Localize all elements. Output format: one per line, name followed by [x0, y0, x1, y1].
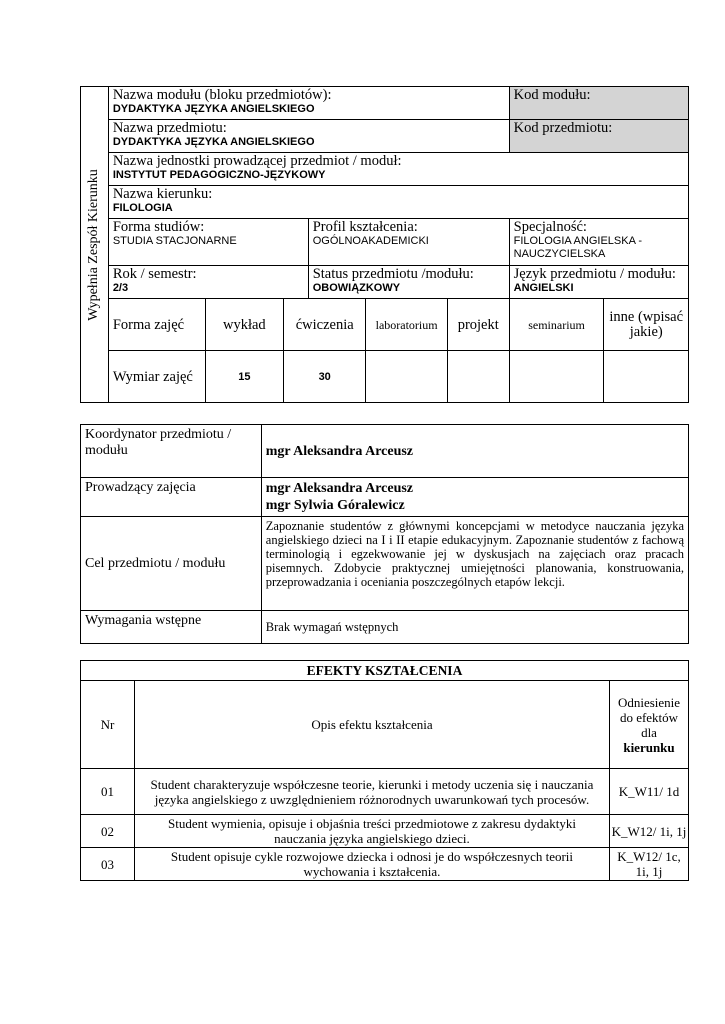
- status-cell: [308, 266, 509, 299]
- row-ref: K_W12/ 1c, 1i, 1j: [610, 848, 689, 881]
- profile-label: Profil kształcenia:: [312, 219, 418, 235]
- class-type-lecture: wykład: [205, 299, 283, 351]
- class-form-label: Forma zajęć: [112, 316, 185, 333]
- hours-other: [604, 351, 689, 403]
- row-desc: Student charakteryzuje współczesne teorie, kierunki i metody uczenia się i nauczania języka angielskiego z uwzględnieniem różnorodnych uwarunkowań tych procesów.: [134, 769, 609, 815]
- study-form-cell: [108, 219, 308, 266]
- table-row: [81, 769, 689, 815]
- module-name-label: Nazwa modułu (bloku przedmiotów):: [112, 87, 332, 103]
- module-code-label: Kod modułu:: [513, 87, 591, 103]
- row-nr: 03: [81, 848, 135, 881]
- row-desc: Student opisuje cykle rozwojowe dziecka i odnosi je do współczesnych teorii wychowania i kształcenia.: [134, 848, 609, 881]
- sidebar-cell: [81, 87, 109, 403]
- study-form-label: Forma studiów:: [112, 219, 205, 235]
- year-label: Rok / semestr:: [112, 266, 197, 282]
- field-label: Nazwa kierunku:: [112, 186, 213, 202]
- unit-cell: [108, 153, 688, 186]
- lecturers-cell: [261, 478, 688, 517]
- module-code-cell: [509, 87, 688, 120]
- year-value: 2/3: [112, 282, 129, 294]
- goal-value: Zapoznanie studentów z głównymi koncepcjami w metodyce nauczania języka angielskiego dzieci na I i II etapie edukacyjnym. Zapoznanie studentów z fachową terminologią i egzekwowanie jej w dyskusjach na zajęciach oraz pracach pisemnych. Zdobycie praktycznej umiejętności planowania, konstruowania, przeprowadzania i oceniania poszczególnych etapów lekcji.: [261, 517, 688, 611]
- hours-label: Wymiar zajęć: [112, 368, 193, 385]
- hours-seminar: [509, 351, 604, 403]
- study-form-value: STUDIA STACJONARNE: [112, 235, 237, 247]
- class-type-laboratory: laboratorium: [366, 299, 447, 351]
- hours-lecture: 15: [205, 351, 283, 403]
- sidebar-label: Wypełnia Zespół Kierunku: [86, 168, 102, 321]
- coordinator-label: Koordynator przedmiotu / modułu: [81, 425, 262, 478]
- specialty-cell: [509, 219, 688, 266]
- hours-project: [447, 351, 509, 403]
- class-type-exercises: ćwiczenia: [283, 299, 365, 351]
- coordinator-value: mgr Aleksandra Arceusz: [261, 425, 688, 478]
- col-nr-header: Nr: [81, 681, 135, 769]
- class-type-seminar: seminarium: [509, 299, 604, 351]
- subject-name-value: DYDAKTYKA JĘZYKA ANGIELSKIEGO: [112, 136, 315, 148]
- language-value: ANGIELSKI: [513, 282, 574, 294]
- specialty-value: FILOLOGIA ANGIELSKA - NAUCZYCIELSKA: [513, 235, 643, 260]
- profile-cell: [308, 219, 509, 266]
- unit-value: INSTYTUT PEDAGOGICZNO-JĘZYKOWY: [112, 169, 326, 181]
- hours-laboratory: [366, 351, 447, 403]
- language-cell: [509, 266, 688, 299]
- subject-code-cell: [509, 120, 688, 153]
- coordinator-table: [80, 424, 689, 644]
- row-ref: K_W12/ 1i, 1j: [610, 815, 689, 848]
- year-cell: [108, 266, 308, 299]
- hours-exercises: 30: [283, 351, 365, 403]
- requirements-value: Brak wymagań wstępnych: [261, 611, 688, 644]
- language-label: Język przedmiotu / modułu:: [513, 266, 676, 282]
- row-nr: 01: [81, 769, 135, 815]
- status-label: Status przedmiotu /modułu:: [312, 266, 474, 282]
- class-form-label-cell: [108, 299, 205, 351]
- module-card-table: [80, 86, 689, 403]
- row-ref: K_W11/ 1d: [610, 769, 689, 815]
- class-type-other: inne (wpisać jakie): [604, 299, 689, 351]
- field-value: FILOLOGIA: [112, 202, 173, 214]
- class-type-project: projekt: [447, 299, 509, 351]
- unit-label: Nazwa jednostki prowadzącej przedmiot / moduł:: [112, 153, 402, 169]
- subject-code-label: Kod przedmiotu:: [513, 120, 613, 136]
- specialty-label: Specjalność:: [513, 219, 587, 235]
- goal-label: Cel przedmiotu / modułu: [81, 517, 262, 611]
- lecturer-1: mgr Aleksandra Arceusz: [265, 481, 414, 496]
- subject-name-label: Nazwa przedmiotu:: [112, 120, 227, 136]
- col-desc-header: Opis efektu kształcenia: [134, 681, 609, 769]
- lecturers-label: Prowadzący zajęcia: [81, 478, 262, 517]
- status-value: OBOWIĄZKOWY: [312, 282, 401, 294]
- col-ref-header: [610, 681, 689, 769]
- row-desc: Student wymienia, opisuje i objaśnia treści przedmiotowe z zakresu dydaktyki nauczania języka angielskiego dzieci.: [134, 815, 609, 848]
- hours-label-cell: [108, 351, 205, 403]
- col-ref-header-bold: kierunku: [623, 739, 675, 755]
- module-name-cell: [108, 87, 509, 120]
- outcomes-table: [80, 660, 689, 881]
- field-cell: [108, 186, 688, 219]
- subject-name-cell: [108, 120, 509, 153]
- lecturer-2: mgr Sylwia Góralewicz: [265, 498, 405, 513]
- profile-value: OGÓLNOAKADEMICKI: [312, 235, 429, 247]
- row-nr: 02: [81, 815, 135, 848]
- col-ref-header-text: Odniesienie do efektów dla: [617, 694, 681, 740]
- table-row: [81, 848, 689, 881]
- table-row: [81, 815, 689, 848]
- outcomes-title: EFEKTY KSZTAŁCENIA: [81, 661, 689, 681]
- requirements-label: Wymagania wstępne: [81, 611, 262, 644]
- module-name-value: DYDAKTYKA JĘZYKA ANGIELSKIEGO: [112, 103, 315, 115]
